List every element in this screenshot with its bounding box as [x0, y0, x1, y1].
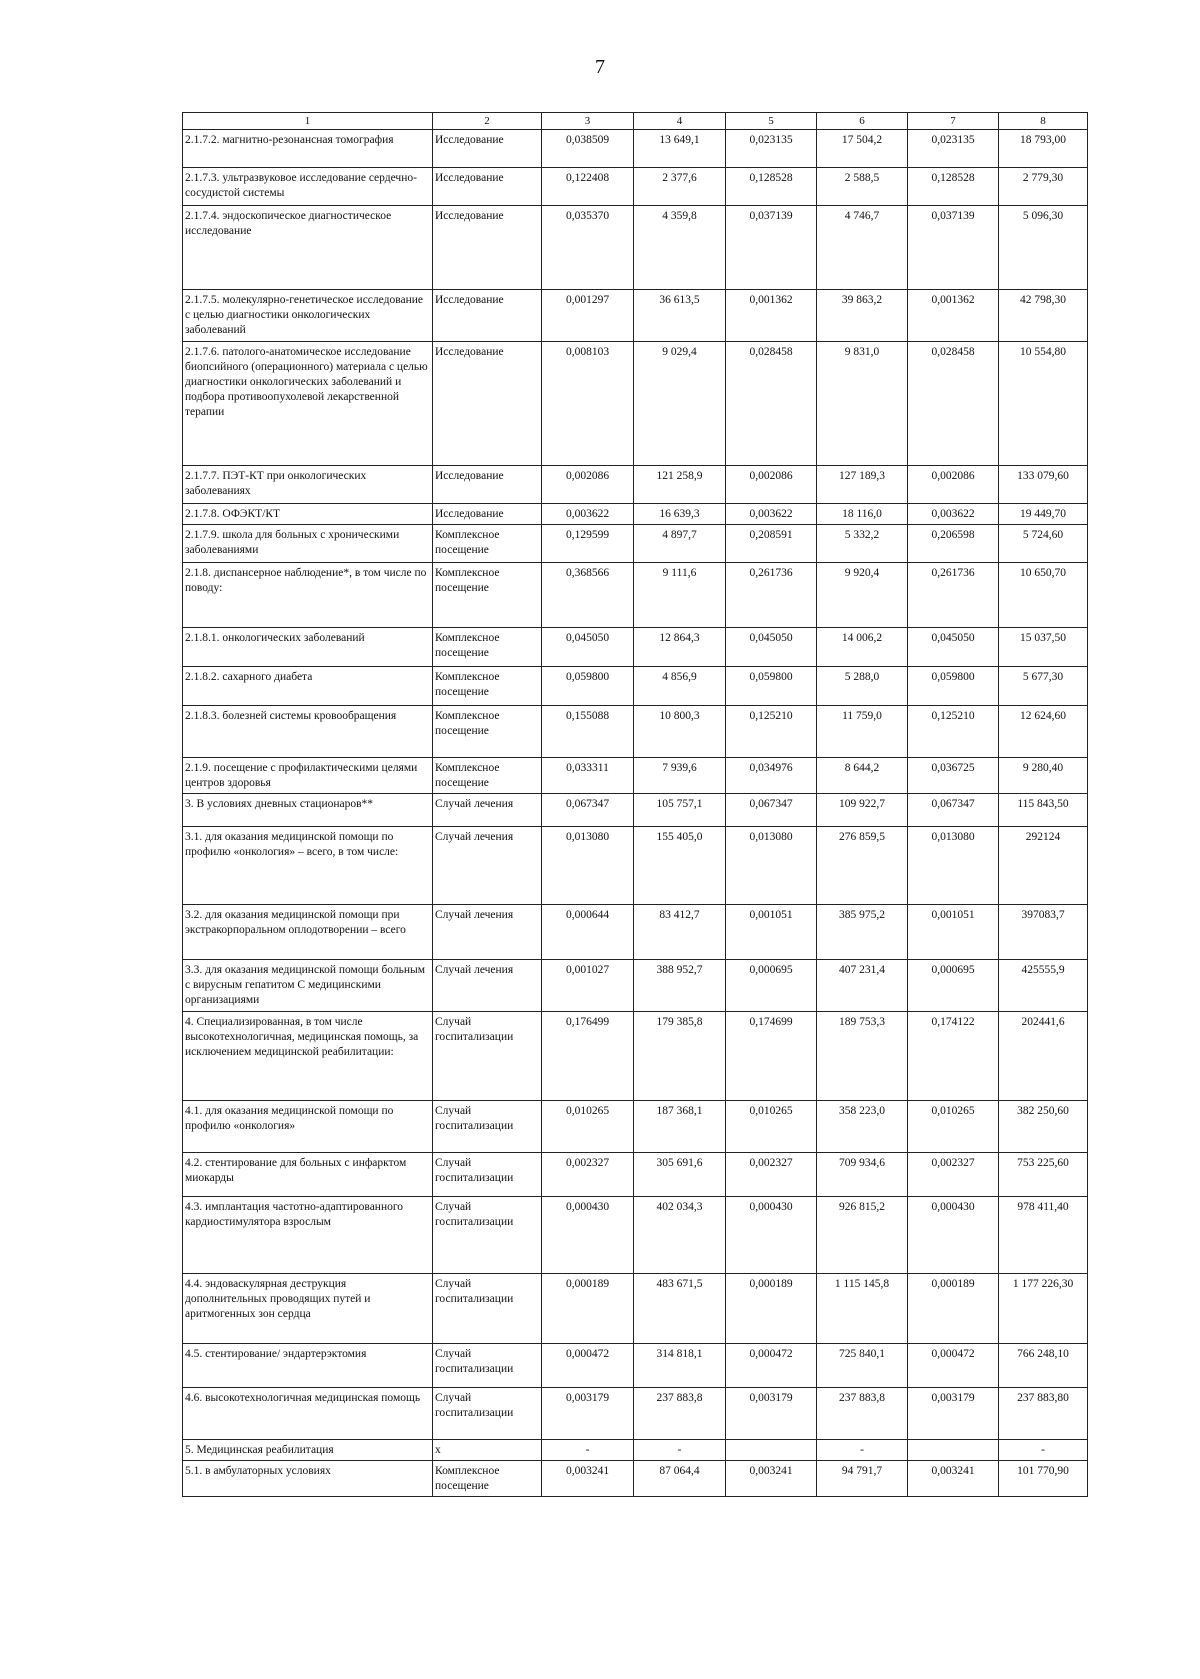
row-name: 5.1. в амбулаторных условиях [183, 1461, 433, 1497]
value-col-3: 0,059800 [542, 667, 634, 706]
table-row [183, 466, 1088, 504]
row-name: 2.1.7.9. школа для больных с хроническими заболеваниями [183, 525, 433, 563]
value-col-5: 0,261736 [726, 563, 817, 628]
value-col-8: 766 248,10 [999, 1344, 1088, 1388]
value-col-5: 0,003622 [726, 504, 817, 525]
table-row [183, 206, 1088, 290]
value-col-8: 5 096,30 [999, 206, 1088, 290]
value-col-5: 0,001362 [726, 290, 817, 342]
value-col-6: 9 920,4 [817, 563, 908, 628]
page-number: 7 [595, 56, 605, 78]
value-col-3: 0,000430 [542, 1197, 634, 1274]
value-col-3: 0,122408 [542, 168, 634, 206]
unit-of-measure: Случай лечения [433, 905, 542, 960]
table-row [183, 1388, 1088, 1440]
column-number: 2 [433, 113, 542, 130]
value-col-8: 202441,6 [999, 1012, 1088, 1101]
column-number: 7 [908, 113, 999, 130]
value-col-6: 237 883,8 [817, 1388, 908, 1440]
row-name: 2.1.7.6. патолого-анатомическое исследование биопсийного (операционного) материала с целью диагностики онкологических заболеваний и подбора противоопухолевой лекарственной терапии [183, 342, 433, 466]
value-col-3: 0,038509 [542, 130, 634, 168]
value-col-6: - [817, 1440, 908, 1461]
value-col-7: 0,001362 [908, 290, 999, 342]
unit-of-measure: Исследование [433, 206, 542, 290]
value-col-6: 9 831,0 [817, 342, 908, 466]
value-col-4: 4 897,7 [634, 525, 726, 563]
value-col-7: 0,003622 [908, 504, 999, 525]
value-col-6: 385 975,2 [817, 905, 908, 960]
value-col-4: 187 368,1 [634, 1101, 726, 1153]
value-col-3: 0,013080 [542, 827, 634, 905]
value-col-6: 14 006,2 [817, 628, 908, 667]
value-col-5: 0,010265 [726, 1101, 817, 1153]
value-col-6: 109 922,7 [817, 794, 908, 827]
table-row [183, 342, 1088, 466]
value-col-6: 358 223,0 [817, 1101, 908, 1153]
value-col-6: 4 746,7 [817, 206, 908, 290]
value-col-5: 0,000472 [726, 1344, 817, 1388]
value-col-7: 0,002327 [908, 1153, 999, 1197]
value-col-3: 0,000644 [542, 905, 634, 960]
table-row [183, 706, 1088, 758]
row-name: 3.2. для оказания медицинской помощи при экстракорпоральном оплодотворении – всего [183, 905, 433, 960]
value-col-4: 121 258,9 [634, 466, 726, 504]
value-col-8: 42 798,30 [999, 290, 1088, 342]
table-row [183, 1101, 1088, 1153]
table-row [183, 905, 1088, 960]
value-col-8: 397083,7 [999, 905, 1088, 960]
value-col-3: 0,368566 [542, 563, 634, 628]
unit-of-measure: Исследование [433, 168, 542, 206]
column-number: 6 [817, 113, 908, 130]
unit-of-measure: Исследование [433, 290, 542, 342]
table-row [183, 628, 1088, 667]
value-col-3: 0,176499 [542, 1012, 634, 1101]
value-col-4: 179 385,8 [634, 1012, 726, 1101]
value-col-3: 0,003622 [542, 504, 634, 525]
row-name: 4.5. стентирование/ эндартерэктомия [183, 1344, 433, 1388]
value-col-5: 0,003179 [726, 1388, 817, 1440]
table-row [183, 794, 1088, 827]
unit-of-measure: Исследование [433, 466, 542, 504]
value-col-8: 9 280,40 [999, 758, 1088, 794]
unit-of-measure: Комплексное посещение [433, 758, 542, 794]
value-col-7: 0,036725 [908, 758, 999, 794]
value-col-8: 425555,9 [999, 960, 1088, 1012]
value-col-4: 83 412,7 [634, 905, 726, 960]
value-col-6: 276 859,5 [817, 827, 908, 905]
value-col-5: 0,013080 [726, 827, 817, 905]
value-col-5: 0,028458 [726, 342, 817, 466]
value-col-5: 0,002327 [726, 1153, 817, 1197]
value-col-5: 0,023135 [726, 130, 817, 168]
row-name: 4.4. эндоваскулярная деструкция дополнительных проводящих путей и аритмогенных зон сердца [183, 1274, 433, 1344]
value-col-7: 0,206598 [908, 525, 999, 563]
value-col-5: 0,128528 [726, 168, 817, 206]
unit-of-measure: Случай госпитализации [433, 1101, 542, 1153]
value-col-3: 0,035370 [542, 206, 634, 290]
value-col-8: 382 250,60 [999, 1101, 1088, 1153]
row-name: 4. Специализированная, в том числе высокотехнологичная, медицинская помощь, за исключением медицинской реабилитации: [183, 1012, 433, 1101]
unit-of-measure: Случай госпитализации [433, 1388, 542, 1440]
unit-of-measure: Комплексное посещение [433, 563, 542, 628]
value-col-8: 133 079,60 [999, 466, 1088, 504]
value-col-7: 0,037139 [908, 206, 999, 290]
value-col-6: 2 588,5 [817, 168, 908, 206]
value-col-7: 0,067347 [908, 794, 999, 827]
value-col-4: 36 613,5 [634, 290, 726, 342]
table-row [183, 130, 1088, 168]
value-col-6: 5 288,0 [817, 667, 908, 706]
value-col-5: 0,125210 [726, 706, 817, 758]
table-row [183, 290, 1088, 342]
value-col-7: 0,128528 [908, 168, 999, 206]
unit-of-measure: Комплексное посещение [433, 706, 542, 758]
value-col-8: 15 037,50 [999, 628, 1088, 667]
value-col-6: 1 115 145,8 [817, 1274, 908, 1344]
column-number: 8 [999, 113, 1088, 130]
row-name: 2.1.7.3. ультразвуковое исследование сердечно-сосудистой системы [183, 168, 433, 206]
column-number: 1 [183, 113, 433, 130]
value-col-3: 0,003179 [542, 1388, 634, 1440]
value-col-4: 10 800,3 [634, 706, 726, 758]
value-col-8: 115 843,50 [999, 794, 1088, 827]
value-col-6: 11 759,0 [817, 706, 908, 758]
value-col-4: 16 639,3 [634, 504, 726, 525]
value-col-8: 2 779,30 [999, 168, 1088, 206]
unit-of-measure: Случай лечения [433, 827, 542, 905]
unit-of-measure: Комплексное посещение [433, 1461, 542, 1497]
value-col-6: 8 644,2 [817, 758, 908, 794]
unit-of-measure: Комплексное посещение [433, 628, 542, 667]
value-col-7: 0,261736 [908, 563, 999, 628]
unit-of-measure: Случай госпитализации [433, 1197, 542, 1274]
value-col-7 [908, 1440, 999, 1461]
row-name: 3.3. для оказания медицинской помощи больным с вирусным гепатитом С медицинскими организациями [183, 960, 433, 1012]
value-col-6: 725 840,1 [817, 1344, 908, 1388]
value-col-6: 5 332,2 [817, 525, 908, 563]
unit-of-measure: Случай лечения [433, 960, 542, 1012]
tariff-table [182, 112, 1088, 1497]
unit-of-measure: Случай лечения [433, 794, 542, 827]
value-col-7: 0,001051 [908, 905, 999, 960]
column-number: 5 [726, 113, 817, 130]
row-name: 4.6. высокотехнологичная медицинская помощь [183, 1388, 433, 1440]
value-col-4: 388 952,7 [634, 960, 726, 1012]
value-col-5: 0,037139 [726, 206, 817, 290]
unit-of-measure: Случай госпитализации [433, 1344, 542, 1388]
value-col-5: 0,174699 [726, 1012, 817, 1101]
value-col-7: 0,028458 [908, 342, 999, 466]
value-col-7: 0,000695 [908, 960, 999, 1012]
table-row [183, 1153, 1088, 1197]
unit-of-measure: Исследование [433, 130, 542, 168]
value-col-6: 189 753,3 [817, 1012, 908, 1101]
value-col-3: 0,001027 [542, 960, 634, 1012]
value-col-7: 0,000472 [908, 1344, 999, 1388]
value-col-4: 4 856,9 [634, 667, 726, 706]
value-col-3: 0,155088 [542, 706, 634, 758]
table-row [183, 758, 1088, 794]
value-col-4: 155 405,0 [634, 827, 726, 905]
table-row [183, 1012, 1088, 1101]
table-row [183, 1440, 1088, 1461]
value-col-6: 926 815,2 [817, 1197, 908, 1274]
value-col-3: 0,001297 [542, 290, 634, 342]
value-col-5: 0,067347 [726, 794, 817, 827]
value-col-5: 0,059800 [726, 667, 817, 706]
value-col-4: 483 671,5 [634, 1274, 726, 1344]
value-col-7: 0,174122 [908, 1012, 999, 1101]
value-col-8: 101 770,90 [999, 1461, 1088, 1497]
value-col-3: 0,000472 [542, 1344, 634, 1388]
unit-of-measure: х [433, 1440, 542, 1461]
value-col-8: 5 677,30 [999, 667, 1088, 706]
value-col-8: 753 225,60 [999, 1153, 1088, 1197]
value-col-5 [726, 1440, 817, 1461]
row-name: 4.1. для оказания медицинской помощи по профилю «онкология» [183, 1101, 433, 1153]
value-col-5: 0,002086 [726, 466, 817, 504]
row-name: 2.1.8.3. болезней системы кровообращения [183, 706, 433, 758]
value-col-8: 292124 [999, 827, 1088, 905]
value-col-3: 0,033311 [542, 758, 634, 794]
value-col-7: 0,003241 [908, 1461, 999, 1497]
row-name: 2.1.9. посещение с профилактическими целями центров здоровья [183, 758, 433, 794]
value-col-4: 7 939,6 [634, 758, 726, 794]
unit-of-measure: Случай госпитализации [433, 1274, 542, 1344]
value-col-7: 0,125210 [908, 706, 999, 758]
table-row [183, 504, 1088, 525]
value-col-7: 0,045050 [908, 628, 999, 667]
row-name: 2.1.8. диспансерное наблюдение*, в том числе по поводу: [183, 563, 433, 628]
row-name: 2.1.8.2. сахарного диабета [183, 667, 433, 706]
value-col-8: 237 883,80 [999, 1388, 1088, 1440]
row-name: 2.1.7.7. ПЭТ-КТ при онкологических заболеваниях [183, 466, 433, 504]
unit-of-measure: Исследование [433, 504, 542, 525]
table-row [183, 1274, 1088, 1344]
row-name: 2.1.7.5. молекулярно-генетическое исследование с целью диагностики онкологических заболеваний [183, 290, 433, 342]
value-col-4: 87 064,4 [634, 1461, 726, 1497]
value-col-5: 0,003241 [726, 1461, 817, 1497]
value-col-3: 0,002327 [542, 1153, 634, 1197]
row-name: 2.1.7.4. эндоскопическое диагностическое исследование [183, 206, 433, 290]
value-col-7: 0,003179 [908, 1388, 999, 1440]
value-col-3: 0,045050 [542, 628, 634, 667]
value-col-4: 305 691,6 [634, 1153, 726, 1197]
table-row [183, 525, 1088, 563]
unit-of-measure: Исследование [433, 342, 542, 466]
value-col-6: 94 791,7 [817, 1461, 908, 1497]
row-name: 5. Медицинская реабилитация [183, 1440, 433, 1461]
value-col-7: 0,002086 [908, 466, 999, 504]
value-col-3: 0,129599 [542, 525, 634, 563]
value-col-5: 0,000430 [726, 1197, 817, 1274]
value-col-6: 39 863,2 [817, 290, 908, 342]
value-col-6: 127 189,3 [817, 466, 908, 504]
value-col-5: 0,001051 [726, 905, 817, 960]
value-col-4: 4 359,8 [634, 206, 726, 290]
value-col-3: 0,000189 [542, 1274, 634, 1344]
value-col-4: 12 864,3 [634, 628, 726, 667]
row-name: 3.1. для оказания медицинской помощи по профилю «онкология» – всего, в том числе: [183, 827, 433, 905]
value-col-3: 0,003241 [542, 1461, 634, 1497]
value-col-7: 0,013080 [908, 827, 999, 905]
value-col-7: 0,059800 [908, 667, 999, 706]
value-col-8: 12 624,60 [999, 706, 1088, 758]
value-col-6: 18 116,0 [817, 504, 908, 525]
table-row [183, 960, 1088, 1012]
row-name: 4.3. имплантация частотно-адаптированного кардиостимулятора взрослым [183, 1197, 433, 1274]
value-col-7: 0,010265 [908, 1101, 999, 1153]
value-col-8: 18 793,00 [999, 130, 1088, 168]
value-col-5: 0,045050 [726, 628, 817, 667]
value-col-4: 402 034,3 [634, 1197, 726, 1274]
row-name: 3. В условиях дневных стационаров** [183, 794, 433, 827]
value-col-8: 978 411,40 [999, 1197, 1088, 1274]
table-row [183, 168, 1088, 206]
value-col-3: - [542, 1440, 634, 1461]
value-col-5: 0,208591 [726, 525, 817, 563]
unit-of-measure: Комплексное посещение [433, 667, 542, 706]
table-row [183, 1461, 1088, 1497]
table-row [183, 667, 1088, 706]
value-col-8: 10 650,70 [999, 563, 1088, 628]
value-col-8: 1 177 226,30 [999, 1274, 1088, 1344]
unit-of-measure: Случай госпитализации [433, 1012, 542, 1101]
value-col-8: 19 449,70 [999, 504, 1088, 525]
row-name: 2.1.8.1. онкологических заболеваний [183, 628, 433, 667]
table-body [183, 130, 1088, 1497]
value-col-4: 9 029,4 [634, 342, 726, 466]
table-row [183, 1344, 1088, 1388]
value-col-8: 5 724,60 [999, 525, 1088, 563]
value-col-6: 17 504,2 [817, 130, 908, 168]
value-col-4: 105 757,1 [634, 794, 726, 827]
value-col-4: - [634, 1440, 726, 1461]
value-col-7: 0,000430 [908, 1197, 999, 1274]
value-col-6: 407 231,4 [817, 960, 908, 1012]
value-col-5: 0,000189 [726, 1274, 817, 1344]
value-col-4: 237 883,8 [634, 1388, 726, 1440]
column-number-row [183, 113, 1088, 130]
column-number: 3 [542, 113, 634, 130]
value-col-6: 709 934,6 [817, 1153, 908, 1197]
value-col-5: 0,000695 [726, 960, 817, 1012]
value-col-5: 0,034976 [726, 758, 817, 794]
value-col-3: 0,002086 [542, 466, 634, 504]
value-col-4: 2 377,6 [634, 168, 726, 206]
table-row [183, 827, 1088, 905]
value-col-3: 0,010265 [542, 1101, 634, 1153]
value-col-3: 0,008103 [542, 342, 634, 466]
value-col-4: 13 649,1 [634, 130, 726, 168]
value-col-8: - [999, 1440, 1088, 1461]
value-col-4: 314 818,1 [634, 1344, 726, 1388]
value-col-3: 0,067347 [542, 794, 634, 827]
value-col-4: 9 111,6 [634, 563, 726, 628]
row-name: 2.1.7.2. магнитно-резонансная томография [183, 130, 433, 168]
unit-of-measure: Комплексное посещение [433, 525, 542, 563]
table-row [183, 1197, 1088, 1274]
row-name: 4.2. стентирование для больных с инфарктом миокарды [183, 1153, 433, 1197]
column-number: 4 [634, 113, 726, 130]
value-col-7: 0,023135 [908, 130, 999, 168]
row-name: 2.1.7.8. ОФЭКТ/КТ [183, 504, 433, 525]
value-col-7: 0,000189 [908, 1274, 999, 1344]
value-col-8: 10 554,80 [999, 342, 1088, 466]
unit-of-measure: Случай госпитализации [433, 1153, 542, 1197]
table-row [183, 563, 1088, 628]
